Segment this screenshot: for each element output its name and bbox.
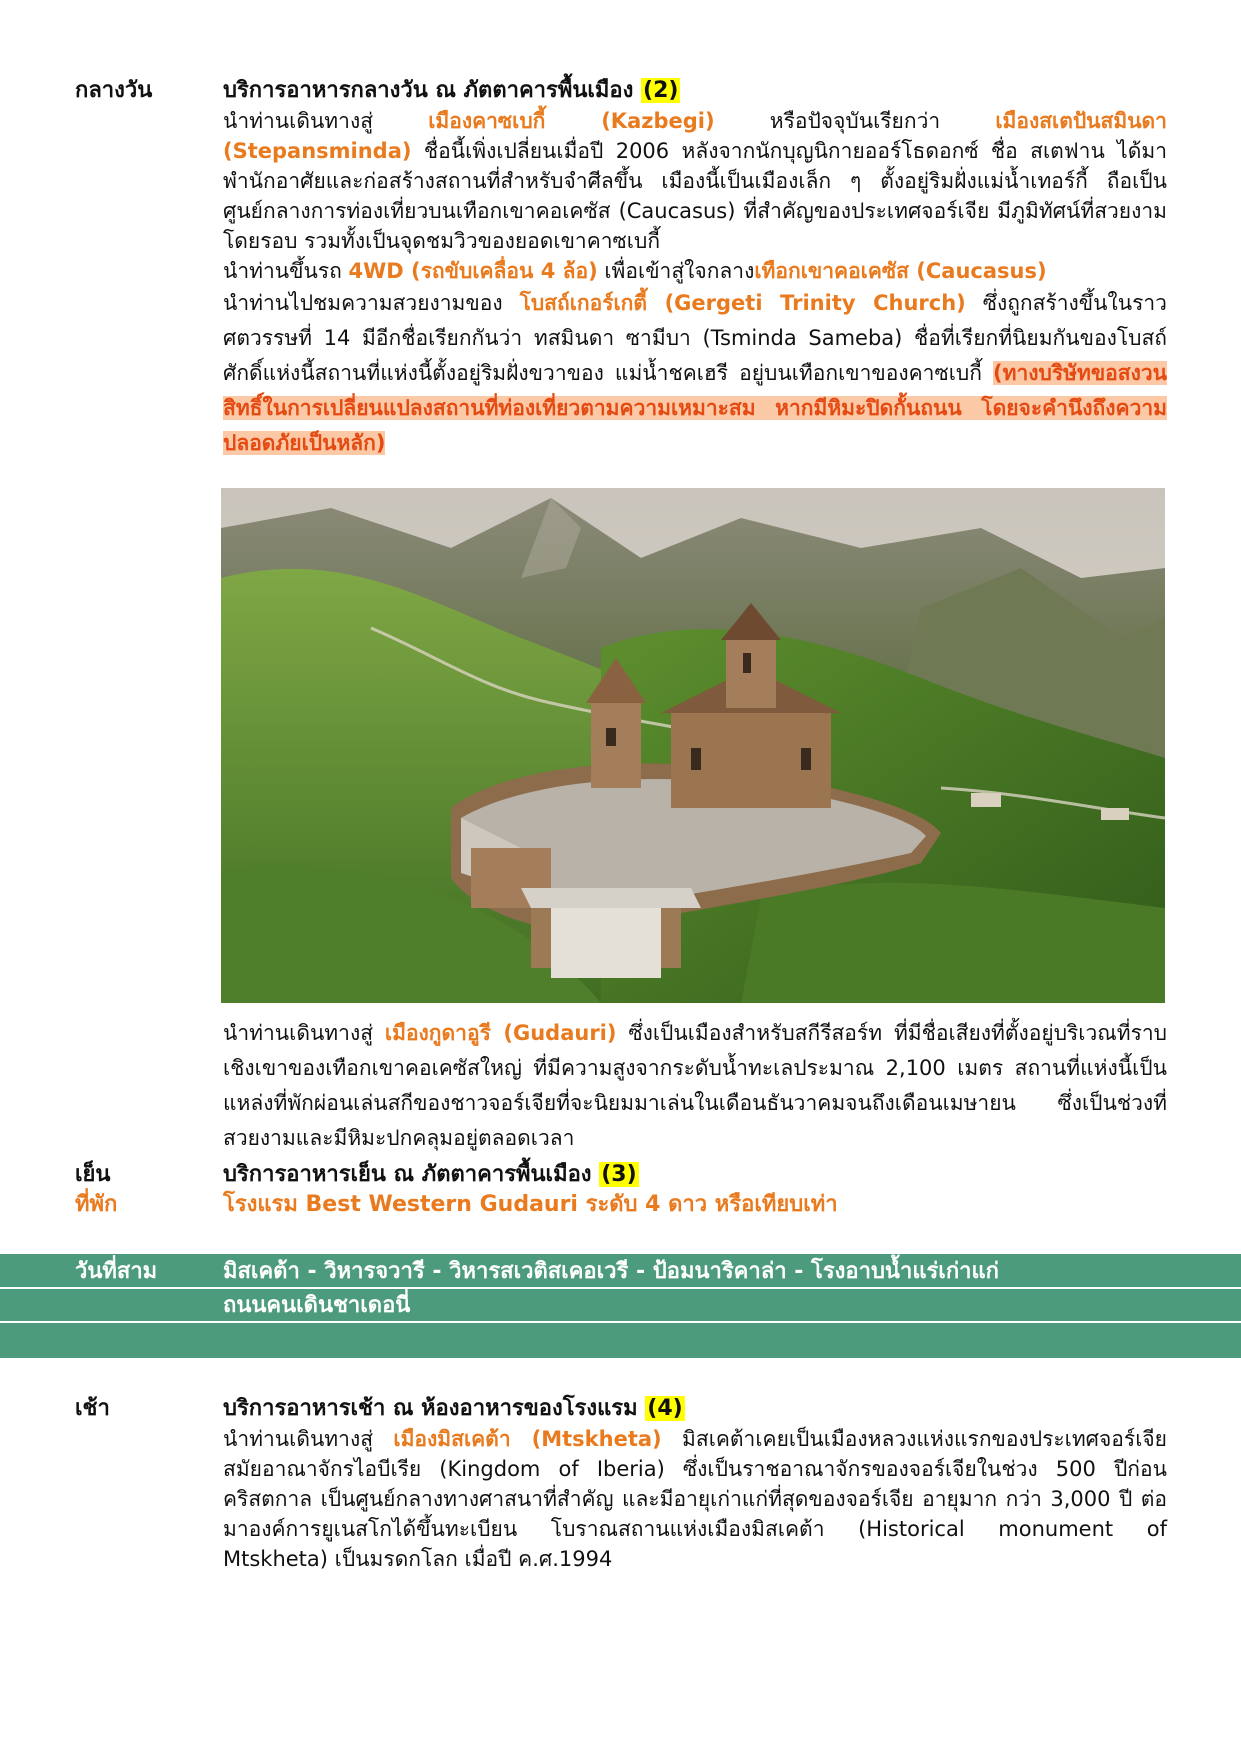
body-text: นำท่านเดินทางสู่ [223, 109, 429, 133]
body-text: หรือปัจจุบันเรียกว่า [714, 109, 996, 133]
mtskheta-paragraph [223, 1424, 1167, 1574]
notice-text: (ทางบริษัทขอสงวนสิทธิ์ในการเปลี่ยนแปลงสถานที่ท่องเที่ยวตามความเหมาะสม หากมีหิมะปิดกั้นถนน โดยจะคำนึงถึงความปลอดภัยเป็นหลัก) [223, 361, 1167, 455]
dinner-title: บริการอาหารเย็น ณ ภัตตาคารพื้นเมือง [223, 1162, 592, 1187]
4wd-paragraph [223, 256, 1167, 286]
gudauri-section [223, 1016, 1167, 1156]
body-text: มิสเคต้าเคยเป็นเมืองหลวงแห่งแรกของประเทศจอร์เจีย สมัยอาณาจักรไอบีเรีย (Kingdom of Iberia) ซึ่งเป็นราชอาณาจักรของจอร์เจียในช่วง 500 ปีก่อนคริสตกาล เป็นศูนย์กลางทางศาสนาที่สำคัญ และมีอายุเก่าแก่ที่สุดของจอร์เจีย อายุมาก กว่า 3,000 ปี ต่อมาองค์การยูเนสโกได้ขึ้นทะเบียน โบราณสถานแห่งเมืองมิสเคต้า (Historical monument of Mtskheta) เป็นมรดกโลก เมื่อปี ค.ศ.1994 [223, 1427, 1167, 1571]
meal-number-badge: (2) [643, 78, 679, 103]
body-text: เพื่อเข้าสู่ใจกลาง [597, 259, 755, 283]
gergeti-church-photo [221, 488, 1165, 1003]
body-text: นำท่านขึ้นรถ [223, 259, 349, 283]
breakfast-title: บริการอาหารเช้า ณ ห้องอาหารของโรงแรม [223, 1396, 638, 1421]
hotel-text: โรงแรม Best Western Gudauri ระดับ 4 ดาว หรือเทียบเท่า [223, 1192, 838, 1217]
day-three-route-line2: ถนนคนเดินชาเดอนี่ [223, 1293, 411, 1318]
lunch-title: บริการอาหารกลางวัน ณ ภัตตาคารพื้นเมือง [223, 78, 634, 103]
lunch-heading [223, 76, 1167, 106]
body-text: นำท่านไปชมความสวยงามของ [223, 291, 520, 315]
day-three-route-line1: มิสเคต้า - วิหารจวารี - วิหารสเวติสเคอเวรี - ป้อมนาริคาล่า - โรงอาบน้ำแร่เก่าแก่ [223, 1259, 1000, 1284]
breakfast-label: เช้า [75, 1396, 110, 1421]
gudauri-paragraph [223, 1016, 1167, 1156]
highlight-text: เทือกเขาคอเคซัส (Caucasus) [754, 259, 1047, 283]
highlight-text: เมืองกูดาอูรี (Gudauri) [384, 1021, 617, 1045]
body-text: ซึ่งถูกสร้างขึ้นในราวศตวรรษที่ 14 มีอีกชื่อเรียกกันว่า ทสมินดา ซามีบา (Tsminda Sameba) ชื่อที่เรียกที่นิยมกันของโบสถ์ศักดิ์แห่งนี้สถานที่แห่งนี้ตั้งอยู่ริมฝั่งขวาของ แม่น้ำชคเฮรี อยู่บนเทือกเขาของคาซเบกี้ [223, 291, 1167, 385]
day-three-banner [0, 1254, 1241, 1358]
breakfast-heading [223, 1394, 1167, 1424]
highlight-text: เมืองคาซเบกี้ (Kazbegi) [428, 109, 715, 133]
lunch-label: กลางวัน [75, 78, 153, 103]
day-three-label: วันที่สาม [75, 1259, 158, 1284]
dinner-label: เย็น [75, 1162, 111, 1187]
highlight-text: โบสถ์เกอร์เกตี้ (Gergeti Trinity Church) [519, 291, 966, 315]
breakfast-section [223, 1394, 1167, 1574]
body-text: นำท่านเดินทางสู่ [223, 1427, 394, 1451]
body-text: ซึ่งเป็นเมืองสำหรับสกีรีสอร์ท ที่มีชื่อเสียงที่ตั้งอยู่บริเวณที่ราบเชิงเขาของเทือกเขาคอเคซัสใหญ่ ที่มีความสูงจากระดับน้ำทะเลประมาณ 2,100 เมตร สถานที่แห่งนี้เป็นแหล่งที่พักผ่อนเล่นสกีของชาวจอร์เจียที่จะนิยมมาเล่นในเดือนธันวาคมจนถึงเดือนเมษายน ซึ่งเป็นช่วงที่สวยงามและมีหิมะปกคลุมอยู่ตลอดเวลา [223, 1021, 1167, 1150]
body-text: นำท่านเดินทางสู่ [223, 1021, 385, 1045]
highlight-text: เมืองมิสเคต้า (Mtskheta) [393, 1427, 662, 1451]
day-three-route [223, 1257, 1167, 1321]
lunch-section [223, 76, 1167, 461]
dinner-heading [223, 1160, 1167, 1190]
kazbegi-paragraph [223, 106, 1167, 256]
body-text: ชื่อนี้เพิ่งเปลี่ยนเมื่อปี 2006 หลังจากนักบุญนิกายออร์โธดอกซ์ ชื่อ สเตฟาน ได้มาพำนักอาศัยและก่อสร้างสถานที่สำหรับจำศีลขึ้น เมืองนี้เป็นเมืองเล็ก ๆ ตั้งอยู่ริมฝั่งแม่น้ำเทอร์กี้ ถือเป็นศูนย์กลางการท่องเที่ยวบนเทือกเขาคอเคซัส (Caucasus) ที่สำคัญของประเทศจอร์เจีย มีภูมิทัศน์ที่สวยงามโดยรอบ รวมทั้งเป็นจุดชมวิวของยอดเขาคาซเบกี้ [223, 139, 1167, 253]
gergeti-paragraph [223, 286, 1167, 461]
meal-number-badge: (4) [647, 1396, 683, 1421]
meal-number-badge: (3) [601, 1162, 637, 1187]
hotel-label: ที่พัก [75, 1192, 118, 1217]
highlight-text: 4WD (รถขับเคลื่อน 4 ล้อ) [348, 259, 598, 283]
highlight-text: เมืองสเตปันสมินดา (Stepansminda) [223, 109, 1167, 163]
